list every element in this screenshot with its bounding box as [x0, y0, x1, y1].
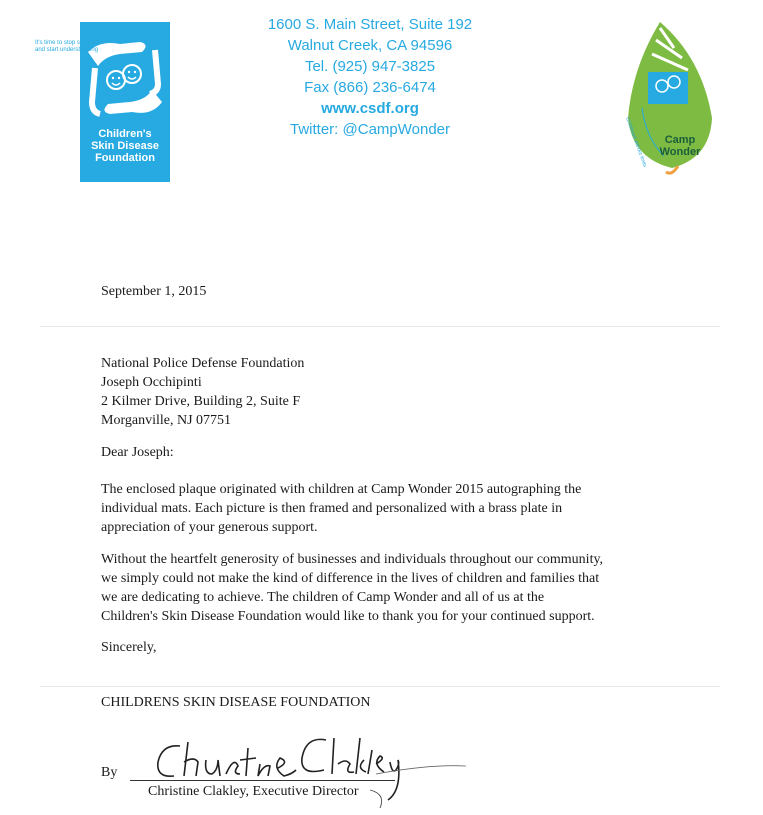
- letter-date: September 1, 2015: [101, 284, 207, 299]
- logo-tagline: [35, 40, 145, 54]
- logo-org-name-line: Children's: [98, 128, 152, 140]
- handwritten-signature: [140, 730, 470, 815]
- scan-artifact: [40, 326, 720, 327]
- twitter-handle[interactable]: Twitter: @CampWonder: [290, 121, 450, 138]
- logo-arc-text: Childhood without limits: [624, 116, 648, 169]
- logo-org-name: [80, 128, 170, 164]
- camp-wonder-name: [640, 134, 720, 158]
- signature-line: [130, 780, 395, 781]
- logo-tagline-line: and start understanding: [35, 47, 99, 53]
- camp-wonder-name-line: Camp: [664, 134, 696, 146]
- logo-org-name-line: Foundation: [95, 152, 155, 164]
- website-link[interactable]: www.csdf.org: [321, 100, 419, 117]
- recipient-line: 2 Kilmer Drive, Building 2, Suite F: [101, 394, 301, 409]
- fax: Fax (866) 236-6474: [304, 79, 436, 96]
- recipient-line: Morganville, NJ 07751: [101, 413, 232, 428]
- recipient-line: National Police Defense Foundation: [101, 356, 305, 371]
- organization-name: CHILDRENS SKIN DISEASE FOUNDATION: [101, 695, 371, 710]
- paragraph-line: Children's Skin Disease Foundation would like to thank you for your continued support.: [101, 609, 595, 624]
- paragraph-line: The enclosed plaque originated with children at Camp Wonder 2015 autographing the: [101, 482, 582, 497]
- closing: Sincerely,: [101, 640, 157, 655]
- paragraph-line: appreciation of your generous support.: [101, 520, 318, 535]
- paragraph-line: we simply could not make the kind of difference in the lives of children and families that: [101, 571, 600, 586]
- telephone: Tel. (925) 947-3825: [304, 58, 436, 75]
- camp-wonder-name-line: Wonder: [659, 146, 701, 158]
- paragraph-1: [101, 480, 681, 537]
- paragraph-2: [101, 550, 681, 626]
- logo-tagline-line: It's time to stop staring: [35, 40, 95, 46]
- signer-name-title: Christine Clakley, Executive Director: [148, 784, 359, 799]
- letterhead-contact: [250, 14, 490, 140]
- address-line-1: 1600 S. Main Street, Suite 192: [267, 16, 473, 33]
- salutation: Dear Joseph:: [101, 445, 174, 460]
- address-line-2: Walnut Creek, CA 94596: [287, 37, 453, 54]
- by-label: By: [101, 765, 118, 780]
- recipient-address: [101, 354, 681, 430]
- paragraph-line: we are dedicating to achieve. The children of Camp Wonder and all of us at the: [101, 590, 545, 605]
- paragraph-line: individual mats. Each picture is then framed and personalized with a brass plate in: [101, 501, 563, 516]
- scan-artifact: [40, 686, 720, 687]
- logo-org-name-line: Skin Disease: [91, 140, 159, 152]
- recipient-line: Joseph Occhipinti: [101, 375, 202, 390]
- paragraph-line: Without the heartfelt generosity of businesses and individuals throughout our community,: [101, 552, 604, 567]
